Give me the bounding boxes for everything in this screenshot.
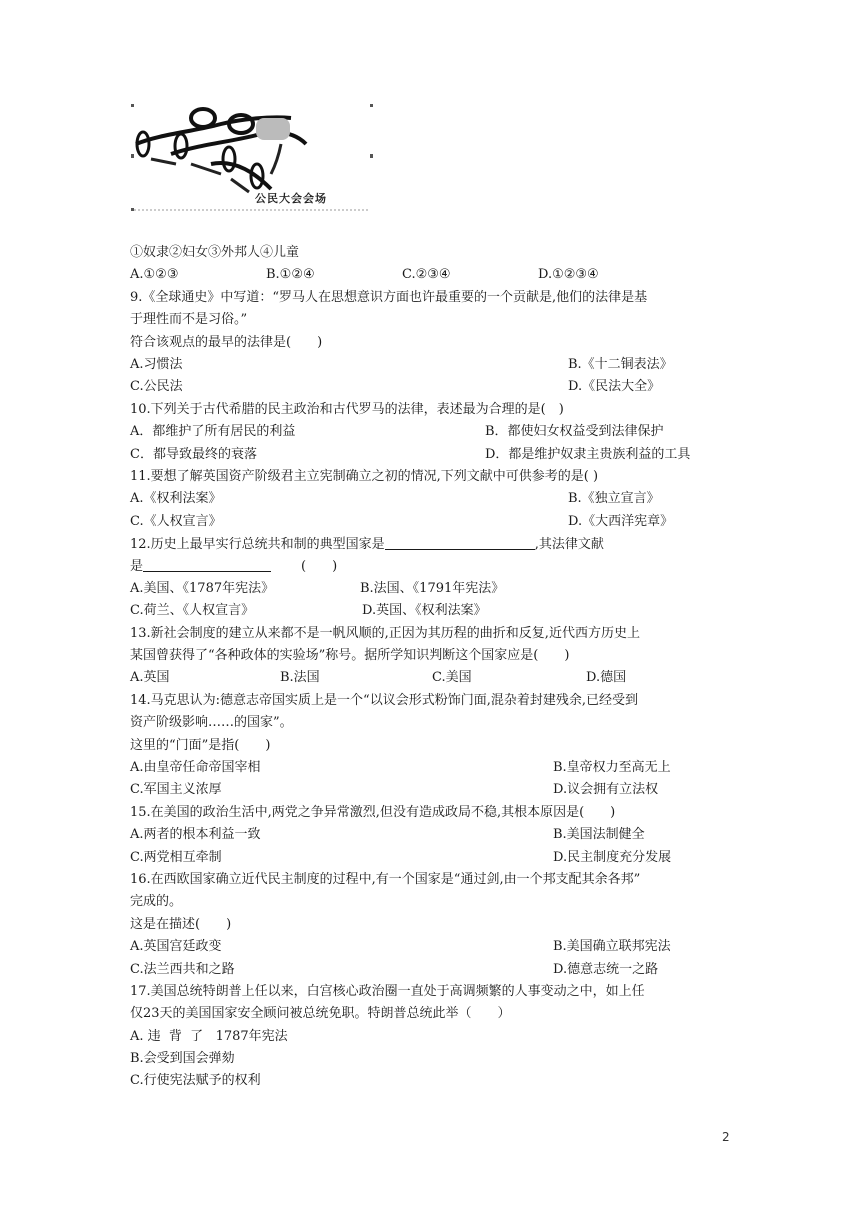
question-12-paren: ( ) xyxy=(301,559,338,575)
options-row xyxy=(130,354,730,376)
option-d: D.《大西洋宪章》 xyxy=(568,513,674,529)
options-row xyxy=(130,779,730,801)
question-12-prefix: 12.历史上最早实行总统共和制的典型国家是 xyxy=(130,537,385,553)
option-a: A.习惯法 xyxy=(130,356,183,372)
options-row xyxy=(130,936,730,958)
question-9-line-1: 9.《全球通史》中写道：“罗马人在思想意识方面也许最重要的一个贡献是,他们的法律是基 xyxy=(130,289,648,305)
option-c: C.行使宪法赋予的权利 xyxy=(130,1073,261,1089)
option-b: B.法国 xyxy=(280,670,320,686)
option-a: A.由皇帝任命帝国宰相 xyxy=(130,759,261,775)
option-b: B．都使妇女权益受到法律保护 xyxy=(485,424,664,440)
question-16-prompt: 这是在描述( ) xyxy=(130,916,232,932)
options-row xyxy=(130,578,730,600)
option-c: C.美国 xyxy=(432,670,472,686)
option-c: C.荷兰、《人权宣言》 xyxy=(130,603,255,619)
text-line: ①奴隶②妇女③外邦人④儿童 xyxy=(130,245,300,260)
question-9-prompt: 符合该观点的最早的法律是( ) xyxy=(130,334,323,350)
option-a: A. 违 背 了 1787年宪法 xyxy=(130,1028,288,1044)
question-10-line: 10.下列关于古代希腊的民主政治和古代罗马的法律，表述最为合理的是( ) xyxy=(130,401,564,417)
page-number: 2 xyxy=(722,1130,730,1144)
option-d: D.英国、《权利法案》 xyxy=(362,603,487,619)
option-d: D.德意志统一之路 xyxy=(553,961,659,977)
option-a: A.美国、《1787年宪法》 xyxy=(130,580,275,596)
options-row xyxy=(130,488,730,510)
option-b: B.美国法制健全 xyxy=(553,827,645,843)
option-b: B.《独立宣言》 xyxy=(568,491,660,507)
options-row xyxy=(130,264,730,286)
question-11-line: 11.要想了解英国资产阶级君主立宪制确立之初的情况,下列文献中可供参考的是( ) xyxy=(130,468,599,484)
question-13-line-2: 某国曾获得了“各种政体的实验场”称号。据所学知识判断这个国家应是( ) xyxy=(130,648,570,664)
question-17-line-1: 17.美国总统特朗普上任以来，白宫核心政治圈一直处于高调频繁的人事变动之中，如上任 xyxy=(130,983,645,999)
option-a: A.《权利法案》 xyxy=(130,491,222,507)
option-a: A.英国宫廷政变 xyxy=(130,939,222,955)
question-12-line-2 xyxy=(130,555,730,577)
assembly-illustration xyxy=(131,104,373,212)
option-c: C.②③④ xyxy=(402,267,451,283)
option-d: D.德国 xyxy=(586,670,627,686)
option-c: C．都导致最终的衰落 xyxy=(130,446,257,462)
question-12-middle: ,其法律文献 xyxy=(534,537,604,553)
options-row xyxy=(130,959,730,981)
option-c: C.法兰西共和之路 xyxy=(130,961,235,977)
figure-caption: 公民大会会场 xyxy=(255,192,327,205)
question-12-line-1 xyxy=(130,533,730,555)
options-row xyxy=(130,421,730,443)
option-a: A.两者的根本利益一致 xyxy=(130,827,261,843)
options-row xyxy=(130,376,730,398)
citizens-assembly-drawing xyxy=(131,104,373,212)
question-content xyxy=(130,242,730,1093)
option-b: B.法国、《1791年宪法》 xyxy=(360,580,505,596)
question-17-line-2: 仅23天的美国国家安全顾问被总统免职。特朗普总统此举（ ） xyxy=(130,1006,511,1022)
option-c: C.《人权宣言》 xyxy=(130,513,222,529)
option-a: A.①②③ xyxy=(130,267,179,283)
option-b: B.美国确立联邦宪法 xyxy=(553,939,671,955)
option-c: C.公民法 xyxy=(130,379,183,395)
question-9-line-2: 于理性而不是习俗。” xyxy=(130,312,248,328)
question-14-line-1: 14.马克思认为:德意志帝国实质上是一个“以议会形式粉饰门面,混杂着封建残余,已经受到 xyxy=(130,692,638,708)
option-d: D.《民法大全》 xyxy=(568,379,661,395)
option-d: D.①②③④ xyxy=(538,267,599,283)
option-b: B.会受到国会弹劾 xyxy=(130,1051,235,1067)
options-row xyxy=(130,824,730,846)
option-b: B.①②④ xyxy=(266,267,315,283)
question-13-line-1: 13.新社会制度的建立从来都不是一帆风顺的,正因为其历程的曲折和反复,近代西方历史上 xyxy=(130,625,640,641)
question-15-line: 15.在美国的政治生活中,两党之争异常激烈,但没有造成政局不稳,其根本原因是( ) xyxy=(130,804,616,820)
option-d: D.民主制度充分发展 xyxy=(553,849,672,865)
options-row xyxy=(130,847,730,869)
question-14-line-2: 资产阶级影响……的国家”。 xyxy=(130,715,293,731)
question-12-line2-prefix: 是 xyxy=(130,559,144,575)
option-b: B.《十二铜表法》 xyxy=(568,356,673,372)
options-row xyxy=(130,757,730,779)
question-16-line-1: 16.在西欧国家确立近代民主制度的过程中,有一个国家是“通过剑,由一个邦支配其余各邦” xyxy=(130,871,641,887)
options-row xyxy=(130,600,730,622)
options-row xyxy=(130,444,730,466)
question-14-prompt: 这里的“门面”是指( ) xyxy=(130,737,271,753)
option-a: A.英国 xyxy=(130,670,170,686)
option-c: C.两党相互牵制 xyxy=(130,849,222,865)
option-a: A．都维护了所有居民的利益 xyxy=(130,424,296,440)
option-d: D.议会拥有立法权 xyxy=(553,782,659,798)
answer-blank-2 xyxy=(143,555,271,572)
option-d: D．都是维护奴隶主贵族利益的工具 xyxy=(485,446,691,462)
options-row xyxy=(130,511,730,533)
option-c: C.军国主义浓厚 xyxy=(130,782,222,798)
answer-blank-1 xyxy=(385,533,535,550)
options-row xyxy=(130,667,730,689)
option-b: B.皇帝权力至高无上 xyxy=(553,759,671,775)
question-16-line-2: 完成的。 xyxy=(130,894,183,910)
